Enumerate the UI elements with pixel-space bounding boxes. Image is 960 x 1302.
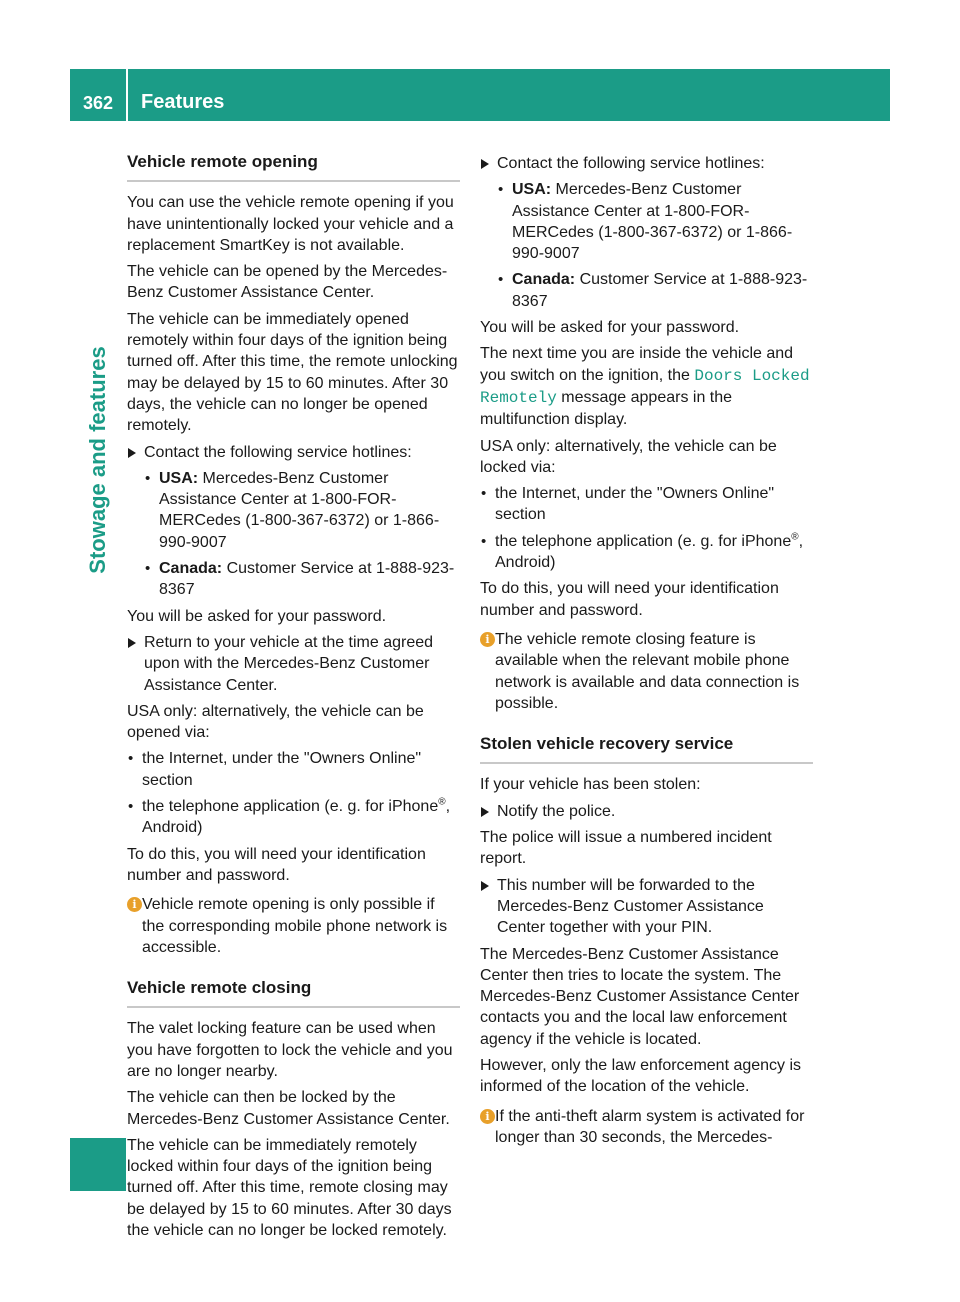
list-item-text: the telephone application (e. g. for iPhone (142, 798, 439, 816)
section-heading-remote-closing: Vehicle remote closing (127, 972, 460, 1008)
step-result: The police will issue a numbered incident report. (480, 829, 772, 868)
paragraph: The vehicle can be immediately opened remotely within four days of the ignition being turned off. After this time, the remote unlocking may be delayed by 15 to 60 minutes. After 30 days, the vehicle can no longer be opened remotely. (127, 310, 458, 435)
info-note-text: If the anti-theft alarm system is activated for longer than 30 seconds, the Mercedes- (495, 1107, 805, 1146)
paragraph: USA only: alternatively, the vehicle can be locked via: (480, 437, 777, 476)
section-heading-stolen-recovery: Stolen vehicle recovery service (480, 728, 813, 764)
registered-mark: ® (791, 531, 799, 543)
instruction-step: Contact the following service hotlines: (127, 442, 460, 463)
paragraph: To do this, you will need your identification number and password. (480, 580, 779, 619)
hotline-label: USA: (512, 181, 552, 199)
instruction-step: This number will be forwarded to the Mercedes-Benz Customer Assistance Center together with your PIN. (480, 875, 813, 939)
info-note (480, 629, 813, 714)
paragraph: The valet locking feature can be used when you have forgotten to lock the vehicle and you are no longer nearby. (127, 1020, 453, 1080)
side-tab-marker (70, 1138, 126, 1191)
info-note-text: The vehicle remote closing feature is available when the relevant mobile phone network is available and data connection is possible. (495, 630, 800, 712)
instruction-step: Return to your vehicle at the time agreed upon with the Mercedes-Benz Customer Assistance Center. (127, 632, 460, 696)
list-item-text: the telephone application (e. g. for iPhone (495, 532, 792, 550)
paragraph: The vehicle can then be locked by the Mercedes-Benz Customer Assistance Center. (127, 1089, 450, 1128)
list-item-text: , Android) (142, 798, 451, 837)
list-item (127, 796, 460, 839)
list-item: • the Internet, under the "Owners Online" section (480, 483, 813, 526)
hotline-canada (497, 269, 813, 312)
list-item (480, 531, 813, 574)
hotline-canada (144, 558, 460, 601)
header-divider (126, 69, 128, 121)
info-note (127, 894, 460, 958)
info-icon: i (480, 632, 495, 647)
paragraph (480, 343, 813, 430)
hotline-usa (497, 179, 813, 264)
paragraph: You can use the vehicle remote opening if you have unintentionally locked your vehicle and a replacement SmartKey is not available. (127, 194, 454, 254)
paragraph: If your vehicle has been stolen: (480, 776, 701, 794)
paragraph: The vehicle can be immediately remotely locked within four days of the ignition being turned off. After this time, remote closing may be delayed by 15 to 60 minutes. After 30 days the vehicle can no longer be locked remotely. (127, 1136, 452, 1240)
list-item: • the Internet, under the "Owners Online" section (127, 748, 460, 791)
step-result: However, only the law enforcement agency is informed of the location of the vehicle. (480, 1056, 802, 1096)
info-icon: i (127, 897, 142, 912)
step-result: You will be asked for your password. (127, 607, 387, 625)
hotline-text: Customer Service at 1-888-923-8367 (159, 560, 455, 599)
info-note (480, 1106, 813, 1149)
instruction-step: Contact the following service hotlines: (480, 153, 813, 174)
left-column (127, 146, 460, 1246)
info-note-text: Vehicle remote opening is only possible if the corresponding mobile phone network is accessible. (142, 896, 448, 956)
hotline-label: Canada: (159, 560, 223, 578)
step-result: The Mercedes-Benz Customer Assistance Center then tries to locate the system. The Mercedes-Benz Customer Assistance Center contacts you and the local law enforcement agency if the vehicle is located. (480, 945, 800, 1048)
paragraph-text: The next time you are inside the vehicle and you switch on the ignition, the (480, 345, 794, 384)
right-column (480, 153, 813, 1158)
instruction-step: Notify the police. (480, 801, 813, 822)
paragraph: The vehicle can be opened by the Mercedes-Benz Customer Assistance Center. (127, 263, 448, 302)
hotline-text: Mercedes-Benz Customer Assistance Center at 1-800-FOR-MERCedes (1-800-367-6372) or 1-866-990-9007 (512, 181, 793, 263)
hotline-label: Canada: (512, 271, 576, 289)
paragraph-text: message appears in the multifunction display. (480, 388, 733, 429)
hotline-text: Mercedes-Benz Customer Assistance Center at 1-800-FOR-MERCedes (1-800-367-6372) or 1-866-990-9007 (159, 469, 440, 551)
paragraph: USA only: alternatively, the vehicle can be opened via: (127, 702, 424, 742)
side-tab-background (70, 121, 126, 1191)
chapter-title: Features (141, 91, 225, 113)
hotline-usa (144, 468, 460, 553)
section-heading-remote-opening: Vehicle remote opening (127, 146, 460, 182)
step-result: You will be asked for your password. (480, 319, 740, 337)
paragraph: To do this, you will need your identification number and password. (127, 845, 426, 884)
page-number: 362 (82, 93, 114, 113)
display-message: Doors Locked Remotely (480, 366, 810, 407)
hotline-text: Customer Service at 1-888-923-8367 (512, 271, 808, 310)
registered-mark: ® (438, 796, 446, 808)
info-icon: i (480, 1109, 495, 1124)
list-item-text: , Android) (495, 532, 804, 572)
side-tab-label: Stowage and features (85, 346, 110, 574)
hotline-label: USA: (159, 469, 199, 487)
